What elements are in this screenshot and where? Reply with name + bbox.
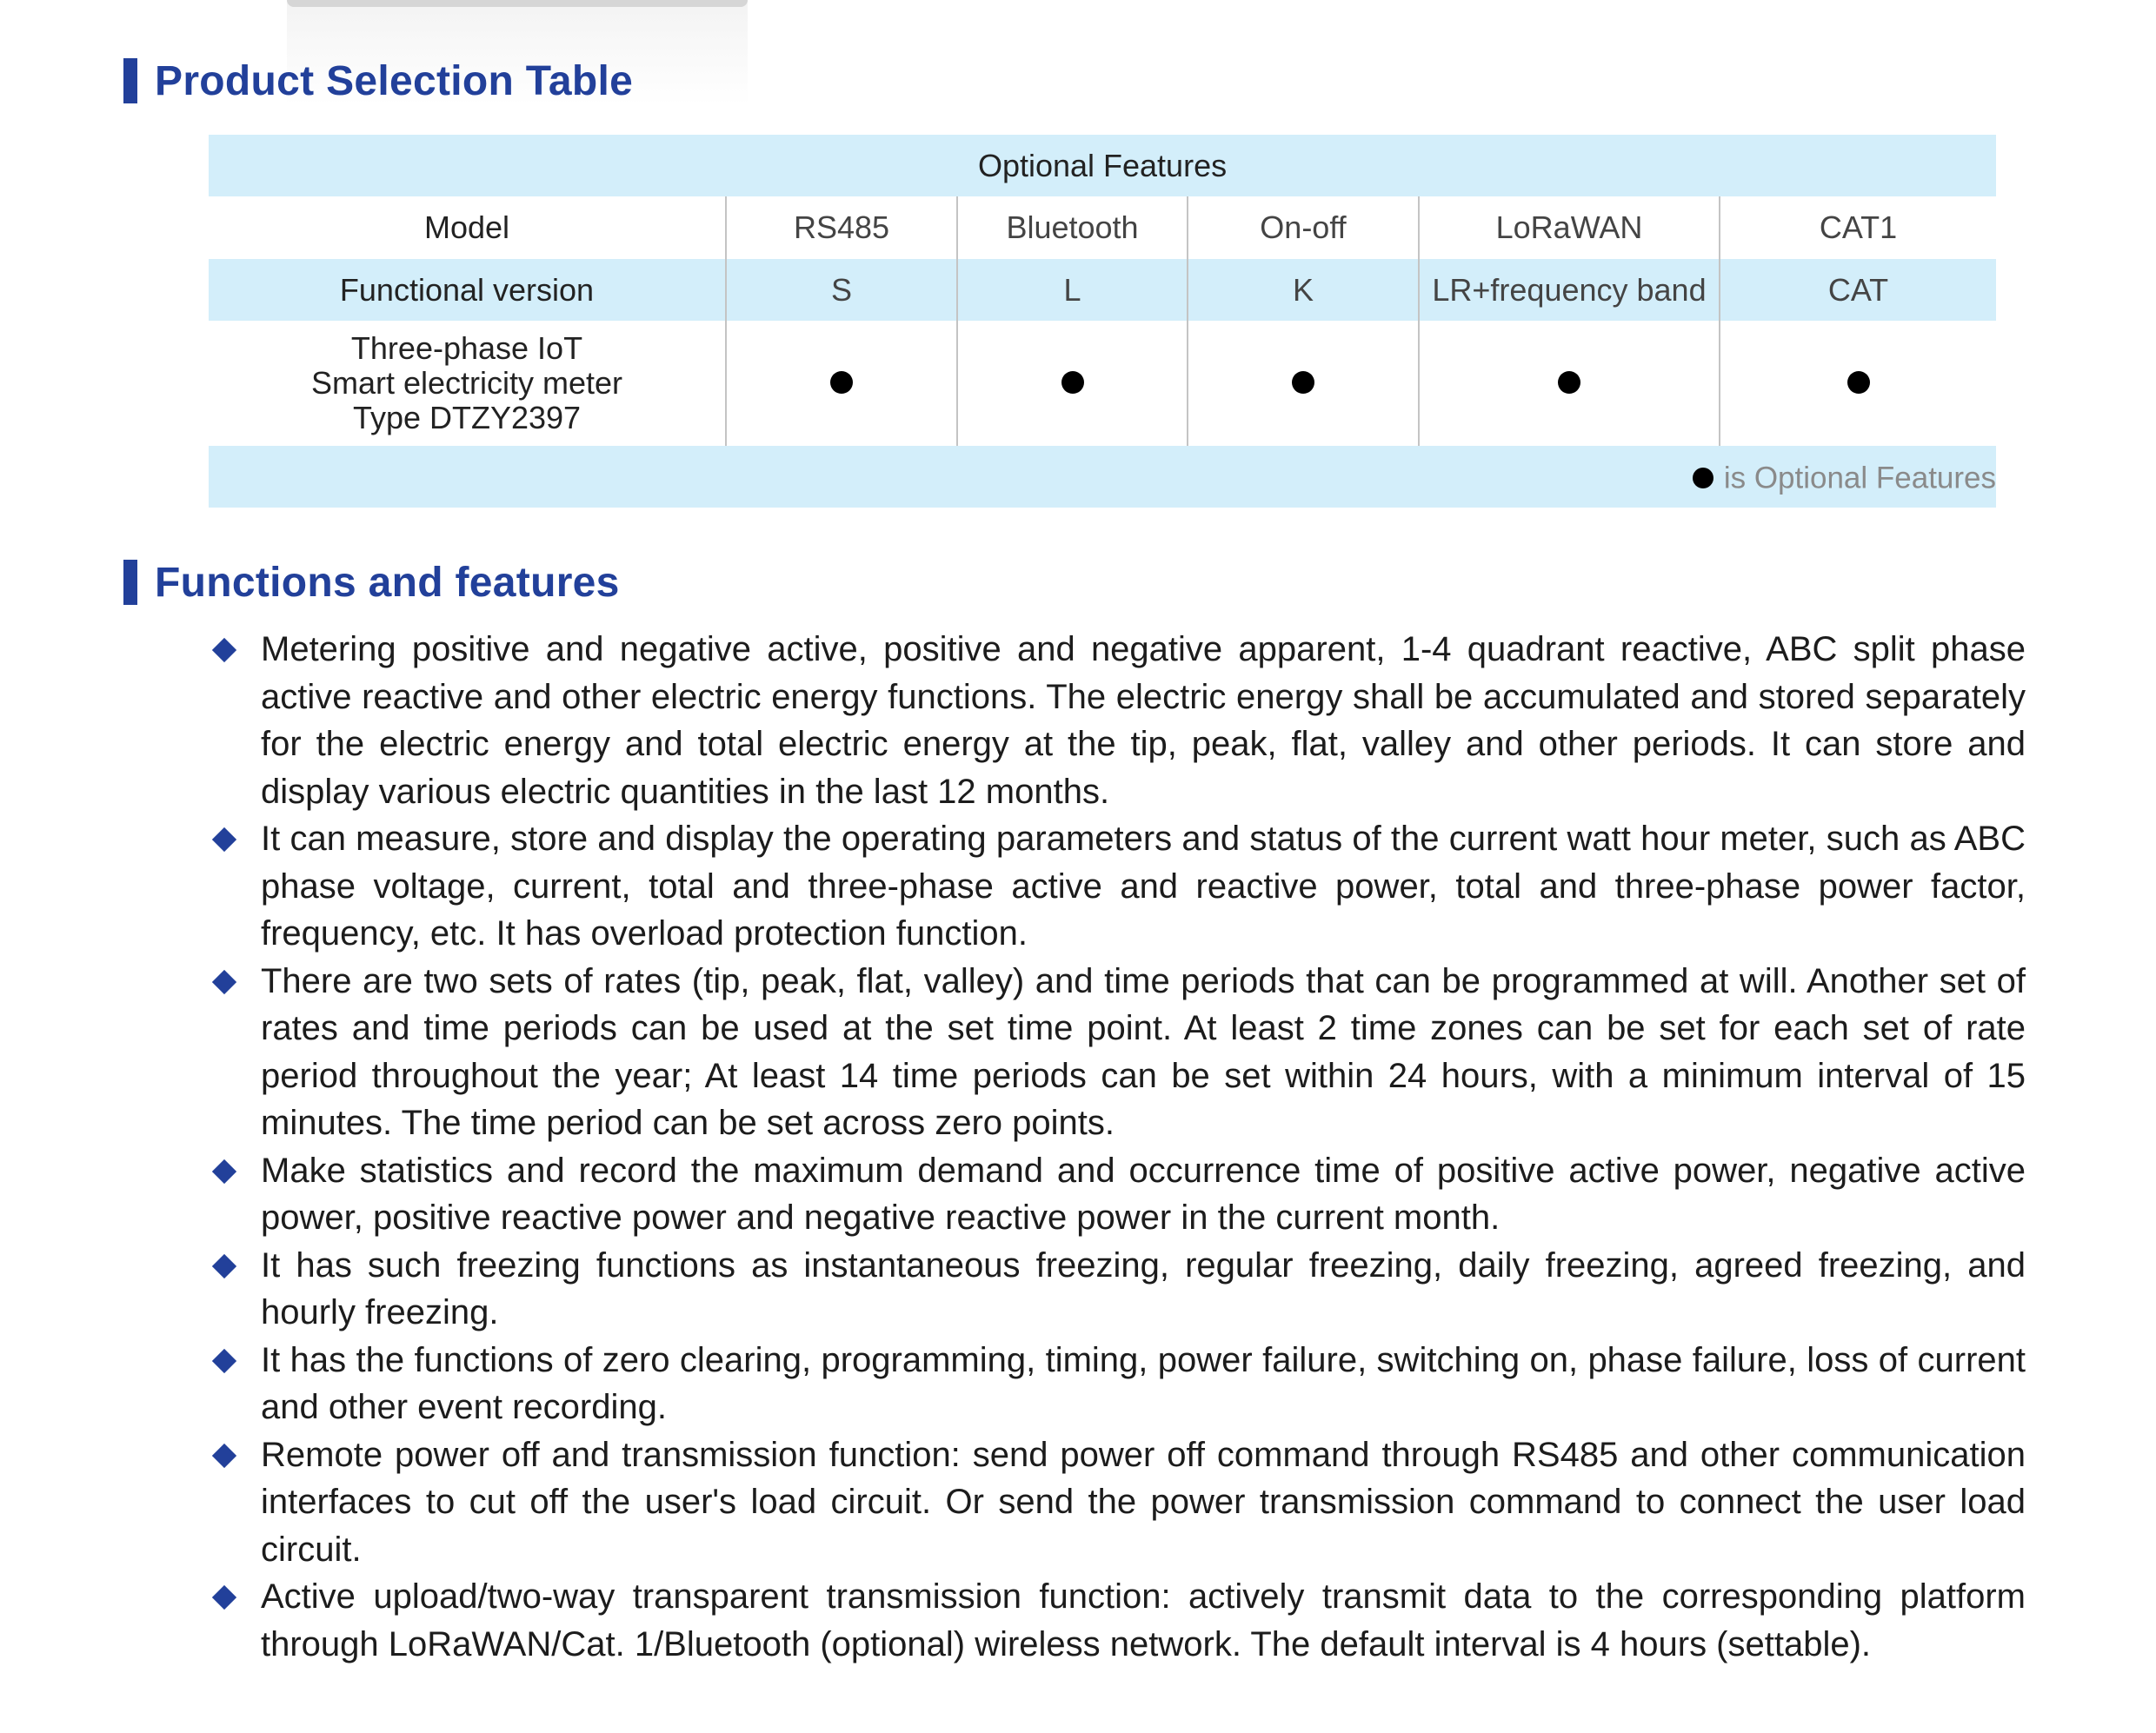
list-item bbox=[209, 815, 2026, 958]
version-code-on-off: K bbox=[1188, 259, 1419, 321]
version-code-rs485: S bbox=[726, 259, 957, 321]
functions-heading bbox=[123, 561, 620, 604]
filled-circle-icon bbox=[830, 371, 853, 394]
filled-circle-icon bbox=[1558, 371, 1580, 394]
product-selection-heading bbox=[123, 59, 633, 103]
list-item bbox=[209, 958, 2026, 1147]
availability-cat1 bbox=[1720, 321, 1996, 446]
list-item bbox=[209, 1147, 2026, 1242]
diamond-bullet-icon bbox=[212, 1253, 236, 1278]
availability-on-off bbox=[1188, 321, 1419, 446]
table-legend-row bbox=[209, 446, 1996, 508]
availability-bluetooth bbox=[957, 321, 1188, 446]
diamond-bullet-icon bbox=[212, 969, 236, 993]
product-name-line-2: Smart electricity meter bbox=[310, 365, 623, 401]
list-item bbox=[209, 1337, 2026, 1431]
diamond-bullet-icon bbox=[212, 1159, 236, 1183]
feature-name-rs485: RS485 bbox=[726, 196, 957, 259]
feature-text: Remote power off and transmission function: send power off command through RS485 and other communication interfaces to cut off the user's load circuit. Or send the power transmission command to connect the user load circuit. bbox=[261, 1435, 2026, 1569]
diamond-bullet-icon bbox=[212, 638, 236, 662]
heading-accent-bar bbox=[123, 560, 137, 605]
version-code-bluetooth: L bbox=[957, 259, 1188, 321]
version-code-cat1: CAT bbox=[1720, 259, 1996, 321]
table-row-functional-version bbox=[209, 259, 1996, 321]
feature-text: It has the functions of zero clearing, programming, timing, power failure, switching on, phase failure, loss of current and other event recording. bbox=[261, 1340, 2026, 1426]
product-name-cell bbox=[209, 321, 726, 446]
list-item bbox=[209, 626, 2026, 815]
filled-circle-icon bbox=[1847, 371, 1870, 394]
feature-text: It has such freezing functions as instantaneous freezing, regular freezing, daily freezing, agreed freezing, and hourly freezing. bbox=[261, 1245, 2026, 1331]
legend-cell bbox=[209, 446, 1996, 508]
availability-rs485 bbox=[726, 321, 957, 446]
heading-accent-bar bbox=[123, 58, 137, 103]
diamond-bullet-icon bbox=[212, 1348, 236, 1372]
optional-features-header: Optional Features bbox=[209, 135, 1996, 196]
feature-name-on-off: On-off bbox=[1188, 196, 1419, 259]
table-row-model bbox=[209, 196, 1996, 259]
feature-text: Active upload/two-way transparent transmission function: actively transmit data to the corresponding platform through LoRaWAN/Cat. 1/Bluetooth (optional) wireless network. The default interval is 4 hours (settable). bbox=[261, 1577, 2026, 1663]
list-item bbox=[209, 1573, 2026, 1668]
table-row-product bbox=[209, 321, 1996, 446]
model-label: Model bbox=[209, 196, 726, 259]
diamond-bullet-icon bbox=[212, 1443, 236, 1467]
table-header-row bbox=[209, 135, 1996, 196]
diamond-bullet-icon bbox=[212, 827, 236, 852]
product-selection-title: Product Selection Table bbox=[155, 57, 634, 104]
feature-text: Make statistics and record the maximum demand and occurrence time of positive active power, negative active power, positive reactive power and negative reactive power in the current month. bbox=[261, 1151, 2026, 1237]
product-selection-table bbox=[209, 135, 1996, 508]
availability-lorawan bbox=[1419, 321, 1720, 446]
feature-text: It can measure, store and display the operating parameters and status of the current watt hour meter, such as ABC phase voltage, current, total and three-phase active and reactive power, total and three-phase power factor, frequency, etc. It has overload protection function. bbox=[261, 820, 2026, 953]
diamond-bullet-icon bbox=[212, 1585, 236, 1610]
feature-name-lorawan: LoRaWAN bbox=[1419, 196, 1720, 259]
product-name-line-1: Three-phase IoT bbox=[350, 330, 583, 366]
filled-circle-icon bbox=[1292, 371, 1314, 394]
functions-title: Functions and features bbox=[155, 559, 620, 606]
filled-circle-icon bbox=[1693, 468, 1713, 488]
feature-text: There are two sets of rates (tip, peak, flat, valley) and time periods that can be programmed at will. Another set of rates and time periods can be used at the set time point. At least 2 time zones can be set for each set of rate period throughout the year; At least 14 time periods can be set within 24 hours, with a minimum interval of 15 minutes. The time period can be set across zero points. bbox=[261, 961, 2026, 1142]
list-item bbox=[209, 1242, 2026, 1337]
feature-name-cat1: CAT1 bbox=[1720, 196, 1996, 259]
version-code-lorawan: LR+frequency band bbox=[1419, 259, 1720, 321]
feature-text: Metering positive and negative active, positive and negative apparent, 1-4 quadrant reactive, ABC split phase active reactive and other electric energy functions. The electric energy shall be accumulated and stored separately for the electric energy and total electric energy at the tip, peak, flat, valley and other periods. It can store and display various electric quantities in the last 12 months. bbox=[261, 630, 2026, 811]
features-list bbox=[209, 626, 2026, 1668]
filled-circle-icon bbox=[1061, 371, 1084, 394]
list-item bbox=[209, 1431, 2026, 1574]
functional-version-label: Functional version bbox=[209, 259, 726, 321]
legend-text: is Optional Features bbox=[1723, 461, 1997, 495]
feature-name-bluetooth: Bluetooth bbox=[957, 196, 1188, 259]
product-name-line-3: Type DTZY2397 bbox=[352, 400, 582, 435]
